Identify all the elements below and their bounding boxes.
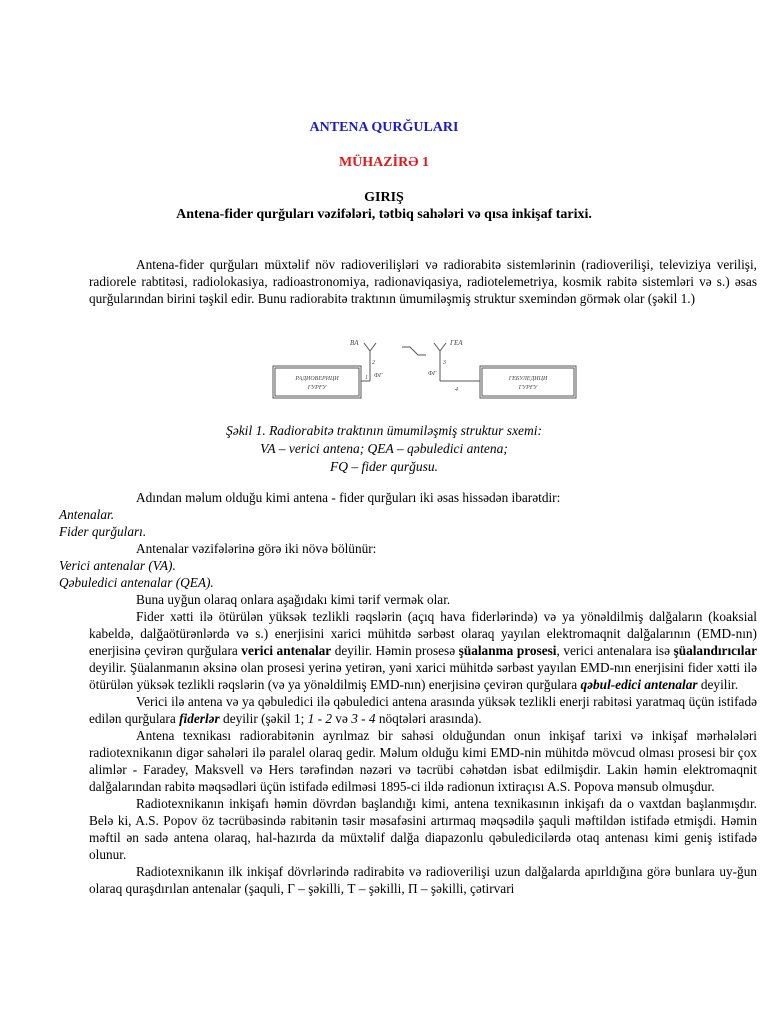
- left-feeder-label: ФГ: [374, 373, 383, 379]
- paragraph-definitions: Fider xətti ilə ötürülən yüksək tezlikli rəqslərin (açıq hava fiderlərində) və ya yönəldilmiş dalğaların (koaksial kabeldə, dalğaötürənlərdə və s.) enerjisini xarici mühitdə sərbəst olaraq yayılan elektromaqnit dalğalarının (EMD-nın) enerjisinə çevirən qurğulara verici antenalar deyilir. Həmin prosesə şüalanma prosesi, verici antenalara isə şüalandırıcılar deyilir. Şüalanmanın əksinə olan prosesi yerinə yetirən, yəni xarici mühitdə sərbəst yayılan EMD-nın enerjisini fider xətti ilə ötürülən yüksək tezlikli rəqslərin (və ya yönəldilmiş EMD-nın) enerjisinə çevirən qurğulara qəbul-edici antenalar deyilir.: [89, 609, 757, 692]
- transmitter-label-1: РАДИОВЕРИЦИ: [295, 376, 339, 382]
- right-antenna-label: ГЕА: [450, 339, 463, 347]
- lecture-number: MÜHAZİRƏ 1: [338, 155, 430, 170]
- term-receive-antennas: qəbul-edici antenalar: [580, 677, 698, 692]
- intro-block: [89, 256, 757, 307]
- term-radiation-process: şüalanma prosesi: [458, 643, 557, 658]
- receiver-box-inner: [482, 368, 574, 396]
- left-antenna-label: BA: [350, 339, 359, 347]
- paragraph-development: Radiotexnikanın inkişafı həmin dövrdən başlandığı kimi, antena texnikasının inkişafı da o vaxtdan başlanmışdır. Belə ki, A.S. Popov öz təcrübəsində rabitənin təsir məsafəsini artırmaq məqsədilə şaquli məftildən istifadə etmişdi. Həmin məftil ən sadə antena olaraq, hal-hazırda da müxtəlif dalğa diapazonlu qəbuledicilərdə otaq antenası kimi geniş istifadə olunur.: [89, 796, 757, 862]
- wave-symbol: [402, 347, 426, 355]
- term-transmit-antennas: verici antenalar: [241, 643, 332, 658]
- paragraph-parts: Adından məlum olduğu kimi antena - fider qurğuları iki əsas hissədən ibarətdir:: [136, 490, 561, 505]
- receiver-label-1: ГЕБУЛЕДИЦИ: [508, 376, 548, 382]
- left-antenna-arm: [364, 343, 370, 351]
- list-item-receive-antennas: Qəbuledici antenalar (QEA).: [59, 575, 214, 590]
- intro-paragraph: Antena-fider qurğuları müxtəlif növ radioverilişləri və radiorabitə sistemlərinin (radioverilişi, televiziya verilişi, radiorele rabtitəsi, radiolokasiya, radioastronomiya, radionaviqasiya, radiotelemetriya, kosmik rabitə sistemləri və s.) əsas qurğularından birini təşkil edir. Bunu radiorabitə traktının ümumiləşmiş struktur sxemindən görmək olar (şəkil 1.): [89, 257, 757, 306]
- radio-link-diagram: [270, 335, 590, 405]
- term-feeders: fiderlər: [179, 711, 220, 726]
- right-feeder-label: ФГ: [428, 371, 437, 377]
- point-2-label: 2: [372, 360, 375, 366]
- section-heading: GIRIŞ: [364, 190, 404, 205]
- point-1-label: 1: [365, 375, 368, 381]
- paragraph-definitions-intro: Buna uyğun olaraq onlara aşağıdakı kimi tərif vermək olar.: [136, 592, 451, 607]
- caption-line-2: VA – verici antena; QEA – qəbuledici antena;: [260, 441, 508, 456]
- paragraph-early-period: Radiotexnikanın ilk inkişaf dövrlərində radirabitə və radioverilişi uzun dalğalarda apırldığına görə bunlara uy-ğun olaraq quraşdırılan antenalar (şaquli, Г – şəkilli, Т – şəkilli, П – şəkilli, çətirvari: [89, 864, 757, 896]
- transmitter-box-inner: [275, 368, 359, 396]
- point-3-label: 3: [443, 360, 446, 366]
- left-antenna-arm: [370, 343, 376, 351]
- paragraph-history: Antena texnikası radiorabitənin ayrılmaz bir sahəsi olduğundan onun inkişaf tarixi və inkişaf mərhələləri radiotexnikanın digər sahələri ilə paralel olaraq gedir. Məlum olduğu kimi EMD-nin mühitdə mövcud olması prosesi bir çox alimlər - Faradey, Maksvell və Hers tərəfindən nəzəri və təcrübi cəhətdən isbat edilmişdir. Lakin həmin elektromaqnit dalğalarından rabitə məqsədləri üçün istifadə edilməsi 1895-ci ildə radionun ixtiraçısı A.S. Popova mənsub olmuşdur.: [89, 728, 757, 794]
- caption-line-3: FQ – fider qurğusu.: [330, 459, 438, 474]
- right-antenna-arm: [434, 343, 440, 351]
- figure-caption: [0, 422, 768, 476]
- body-text: [59, 489, 757, 897]
- receiver-box: [480, 366, 576, 398]
- caption-line-1: Şəkil 1. Radiorabitə traktının ümumiləşmiş struktur sxemi:: [225, 423, 543, 438]
- transmitter-label-2: ГУРҒУ: [307, 385, 327, 391]
- paragraph-antenna-types: Antenalar vəzifələrinə görə iki növə bölünür:: [136, 541, 377, 556]
- transmitter-box: [273, 366, 361, 398]
- section-subtitle: Antena-fider qurğuları vəzifələri, tətbiq sahələri və qısa inkişaf tarixi.: [176, 207, 592, 222]
- receiver-label-2: ГУРҒУ: [518, 385, 538, 391]
- document-title: ANTENA QURĞULARI: [309, 120, 459, 135]
- point-4-label: 4: [455, 387, 458, 393]
- term-radiators: şüalandırıcılar: [673, 643, 757, 658]
- list-item-antennas: Antenalar.: [59, 507, 115, 522]
- list-item-transmit-antennas: Verici antenalar (VA).: [59, 558, 176, 573]
- right-antenna-arm: [440, 343, 446, 351]
- list-item-feeders: Fider qurğuları.: [59, 524, 147, 539]
- paragraph-feeders: Verici ilə antena və ya qəbuledici ilə qəbuledici antena arasında yüksək tezlikli enerji rabitəsi yaratmaq üçün istifadə edilən qurğulara fiderlər deyilir (şəkil 1; 1 - 2 və 3 - 4 nöqtələri arasında).: [89, 694, 757, 726]
